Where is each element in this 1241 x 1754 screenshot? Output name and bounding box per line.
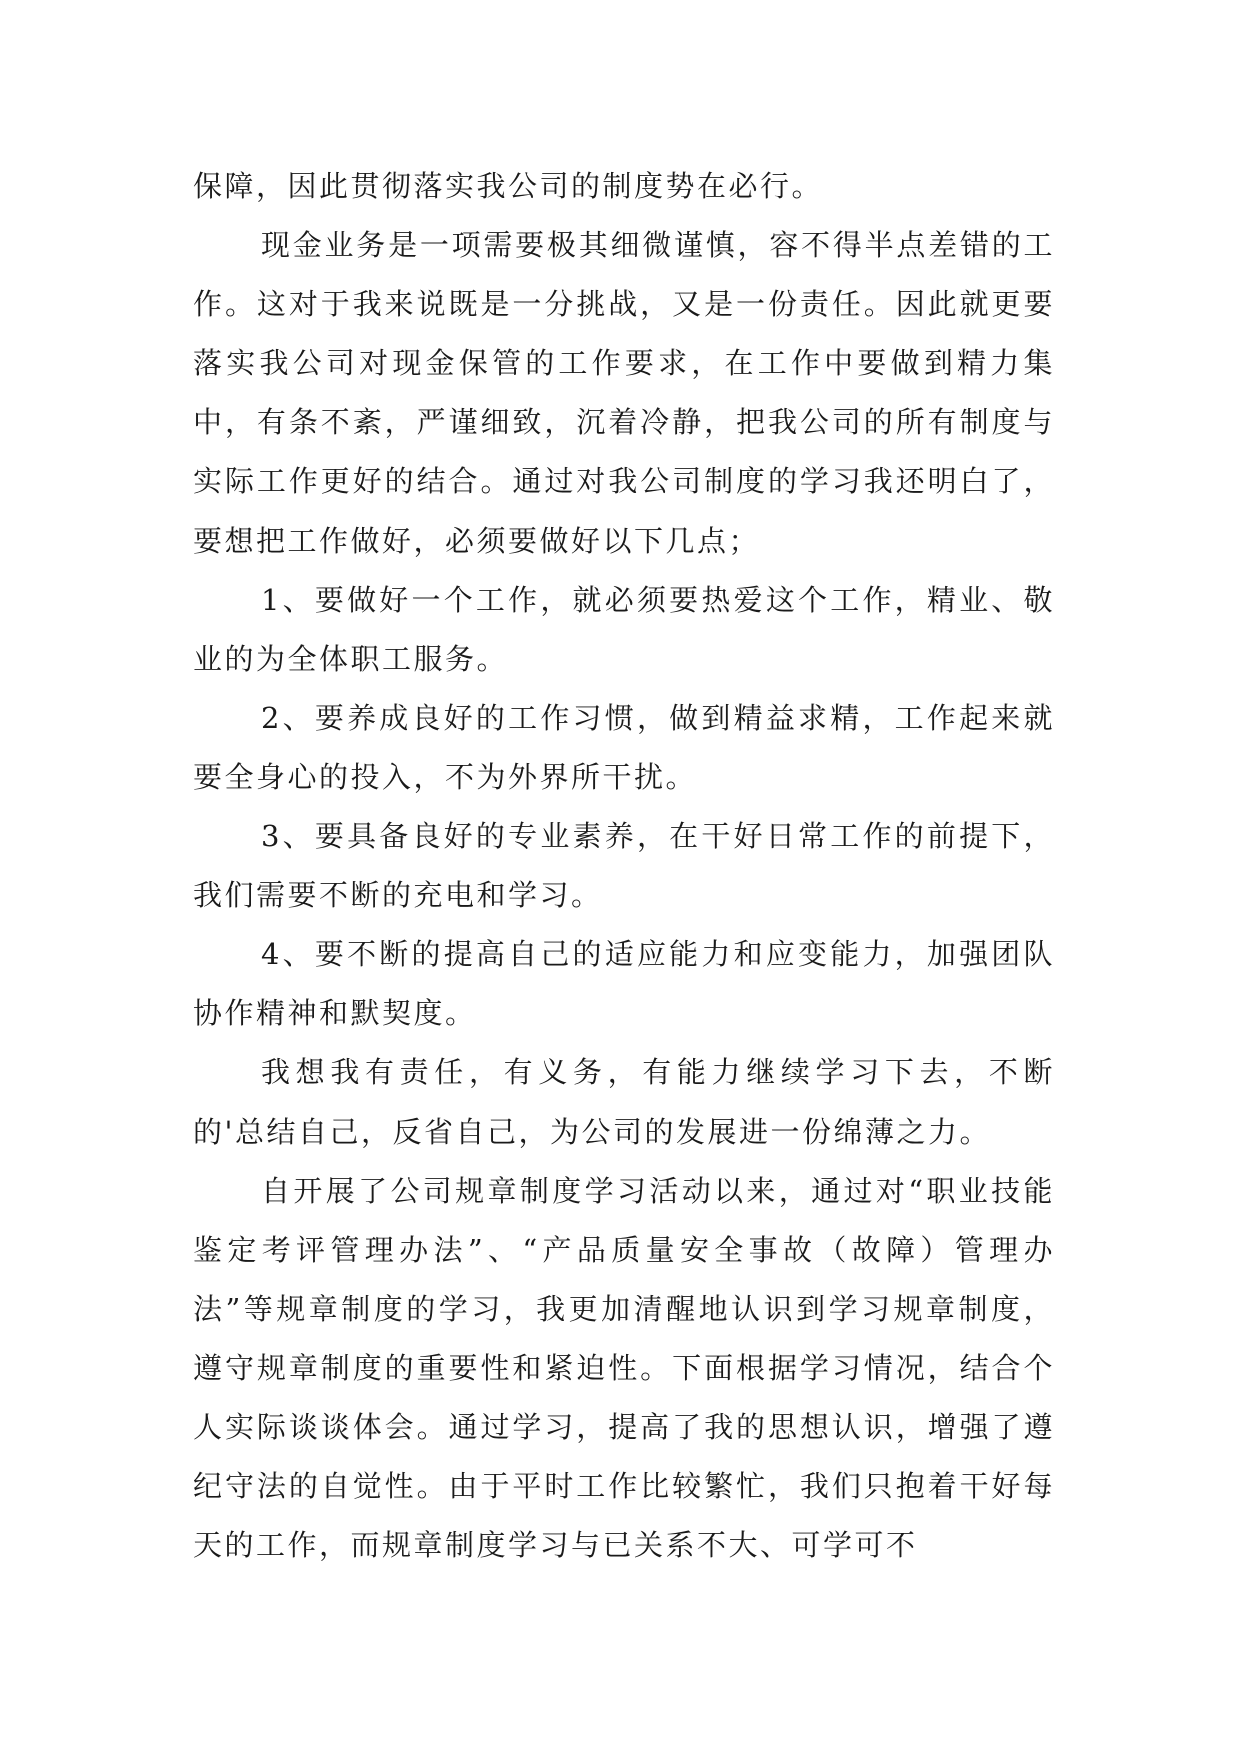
paragraph-3-list-item-1: 1、要做好一个工作，就必须要热爱这个工作，精业、敬业的为全体职工服务。 — [193, 582, 1055, 676]
paragraph-1: 保障，因此贯彻落实我公司的制度势在必行。 — [193, 169, 824, 203]
paragraph-6-list-item-4: 4、要不断的提高自己的适应能力和应变能力，加强团队协作精神和默契度。 — [193, 937, 1055, 1031]
paragraph-2: 现金业务是一项需要极其细微谨慎，容不得半点差错的工作。这对于我来说既是一分挑战，又是一份责任。因此就更要落实我公司对现金保管的工作要求，在工作中要做到精力集中，有条不紊，严谨细致，沉着冷静，把我公司的所有制度与实际工作更好的结合。通过对我公司制度的学习我还明白了，要想把工作做好，必须要做好以下几点； — [193, 228, 1055, 558]
document-body — [193, 157, 1055, 1575]
paragraph-8: 自开展了公司规章制度学习活动以来，通过对“职业技能鉴定考评管理办法”、“产品质量安全事故（故障）管理办法”等规章制度的学习，我更加清醒地认识到学习规章制度，遵守规章制度的重要性和紧迫性。下面根据学习情况，结合个人实际谈谈体会。通过学习，提高了我的思想认识，增强了遵纪守法的自觉性。由于平时工作比较繁忙，我们只抱着干好每天的工作，而规章制度学习与已关系不大、可学可不 — [193, 1173, 1055, 1563]
paragraph-4-list-item-2: 2、要养成良好的工作习惯，做到精益求精，工作起来就要全身心的投入，不为外界所干扰。 — [193, 700, 1055, 794]
paragraph-7: 我想我有责任，有义务，有能力继续学习下去，不断的'总结自己，反省自己，为公司的发展进一份绵薄之力。 — [193, 1055, 1055, 1149]
paragraph-5-list-item-3: 3、要具备良好的专业素养，在干好日常工作的前提下，我们需要不断的充电和学习。 — [193, 819, 1055, 913]
